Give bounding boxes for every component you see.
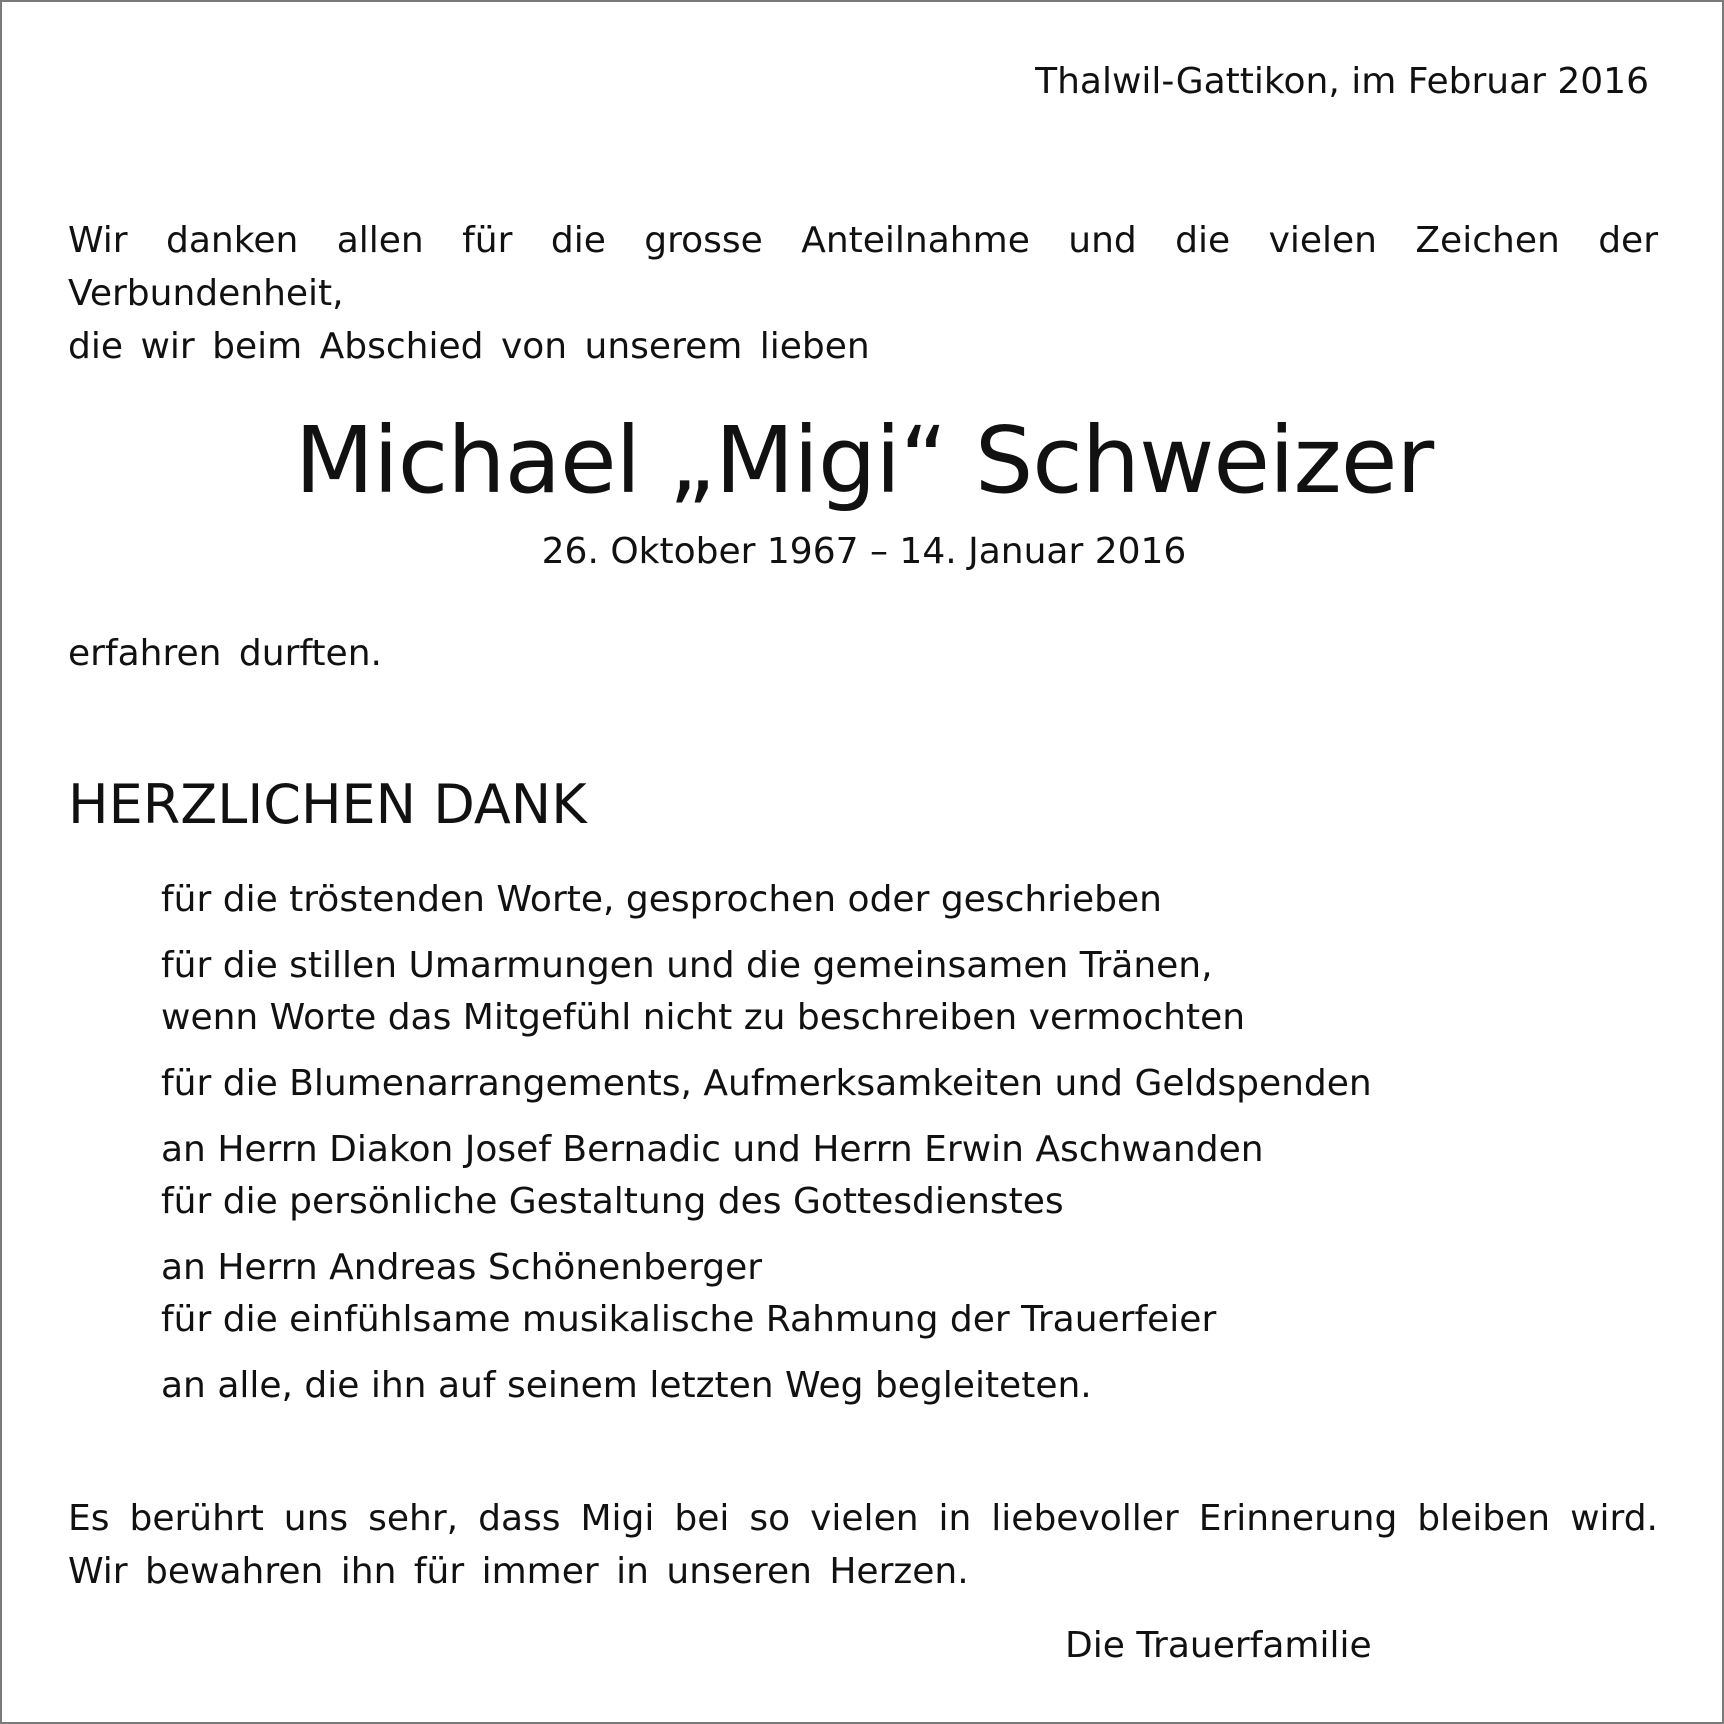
thanks-list: [161, 874, 1561, 1426]
thanks-item: [161, 940, 1561, 1044]
thanks-line: für die tröstenden Worte, gesprochen oder geschrieben: [161, 879, 1162, 920]
deceased-name: Michael „Migi“ Schweizer: [294, 407, 1434, 514]
life-dates: 26. Oktober 1967 – 14. Januar 2016: [541, 531, 1187, 572]
thanks-item: [161, 1124, 1561, 1228]
thanks-line: für die persönliche Gestaltung des Gottesdienstes: [161, 1181, 1064, 1222]
thanks-line: an Herrn Diakon Josef Bernadic und Herrn Erwin Aschwanden: [161, 1129, 1264, 1170]
thanks-item: [161, 1360, 1561, 1412]
place-date: Thalwil-Gattikon, im Februar 2016: [1035, 61, 1649, 102]
thanks-line: an Herrn Andreas Schönenberger: [161, 1247, 763, 1288]
intro-line-2: die wir beim Abschied von unserem lieben: [68, 326, 870, 367]
thanks-item: [161, 1058, 1561, 1110]
closing-line-1: Es berührt uns sehr, dass Migi bei so vielen in liebevoller Erinnerung bleiben wird.: [68, 1498, 1658, 1539]
intro-continuation: erfahren durften.: [68, 633, 382, 674]
thanks-item: [161, 874, 1561, 926]
thanks-heading: HERZLICHEN DANK: [68, 773, 587, 836]
intro-paragraph: [68, 214, 1658, 373]
signature: Die Trauerfamilie: [1065, 1625, 1372, 1666]
closing-line-2: Wir bewahren ihn für immer in unseren Herzen.: [68, 1551, 969, 1592]
thanks-line: für die Blumenarrangements, Aufmerksamkeiten und Geldspenden: [161, 1063, 1372, 1104]
thanks-line: für die einfühlsame musikalische Rahmung der Trauerfeier: [161, 1299, 1217, 1340]
closing-paragraph: [68, 1492, 1658, 1598]
thanks-item: [161, 1242, 1561, 1346]
thanks-line: wenn Worte das Mitgefühl nicht zu beschreiben vermochten: [161, 997, 1246, 1038]
thanks-line: an alle, die ihn auf seinem letzten Weg begleiteten.: [161, 1365, 1092, 1406]
thanks-line: für die stillen Umarmungen und die gemeinsamen Tränen,: [161, 945, 1213, 986]
intro-line-1: Wir danken allen für die grosse Anteilnahme und die vielen Zeichen der Verbundenheit,: [68, 220, 1658, 314]
